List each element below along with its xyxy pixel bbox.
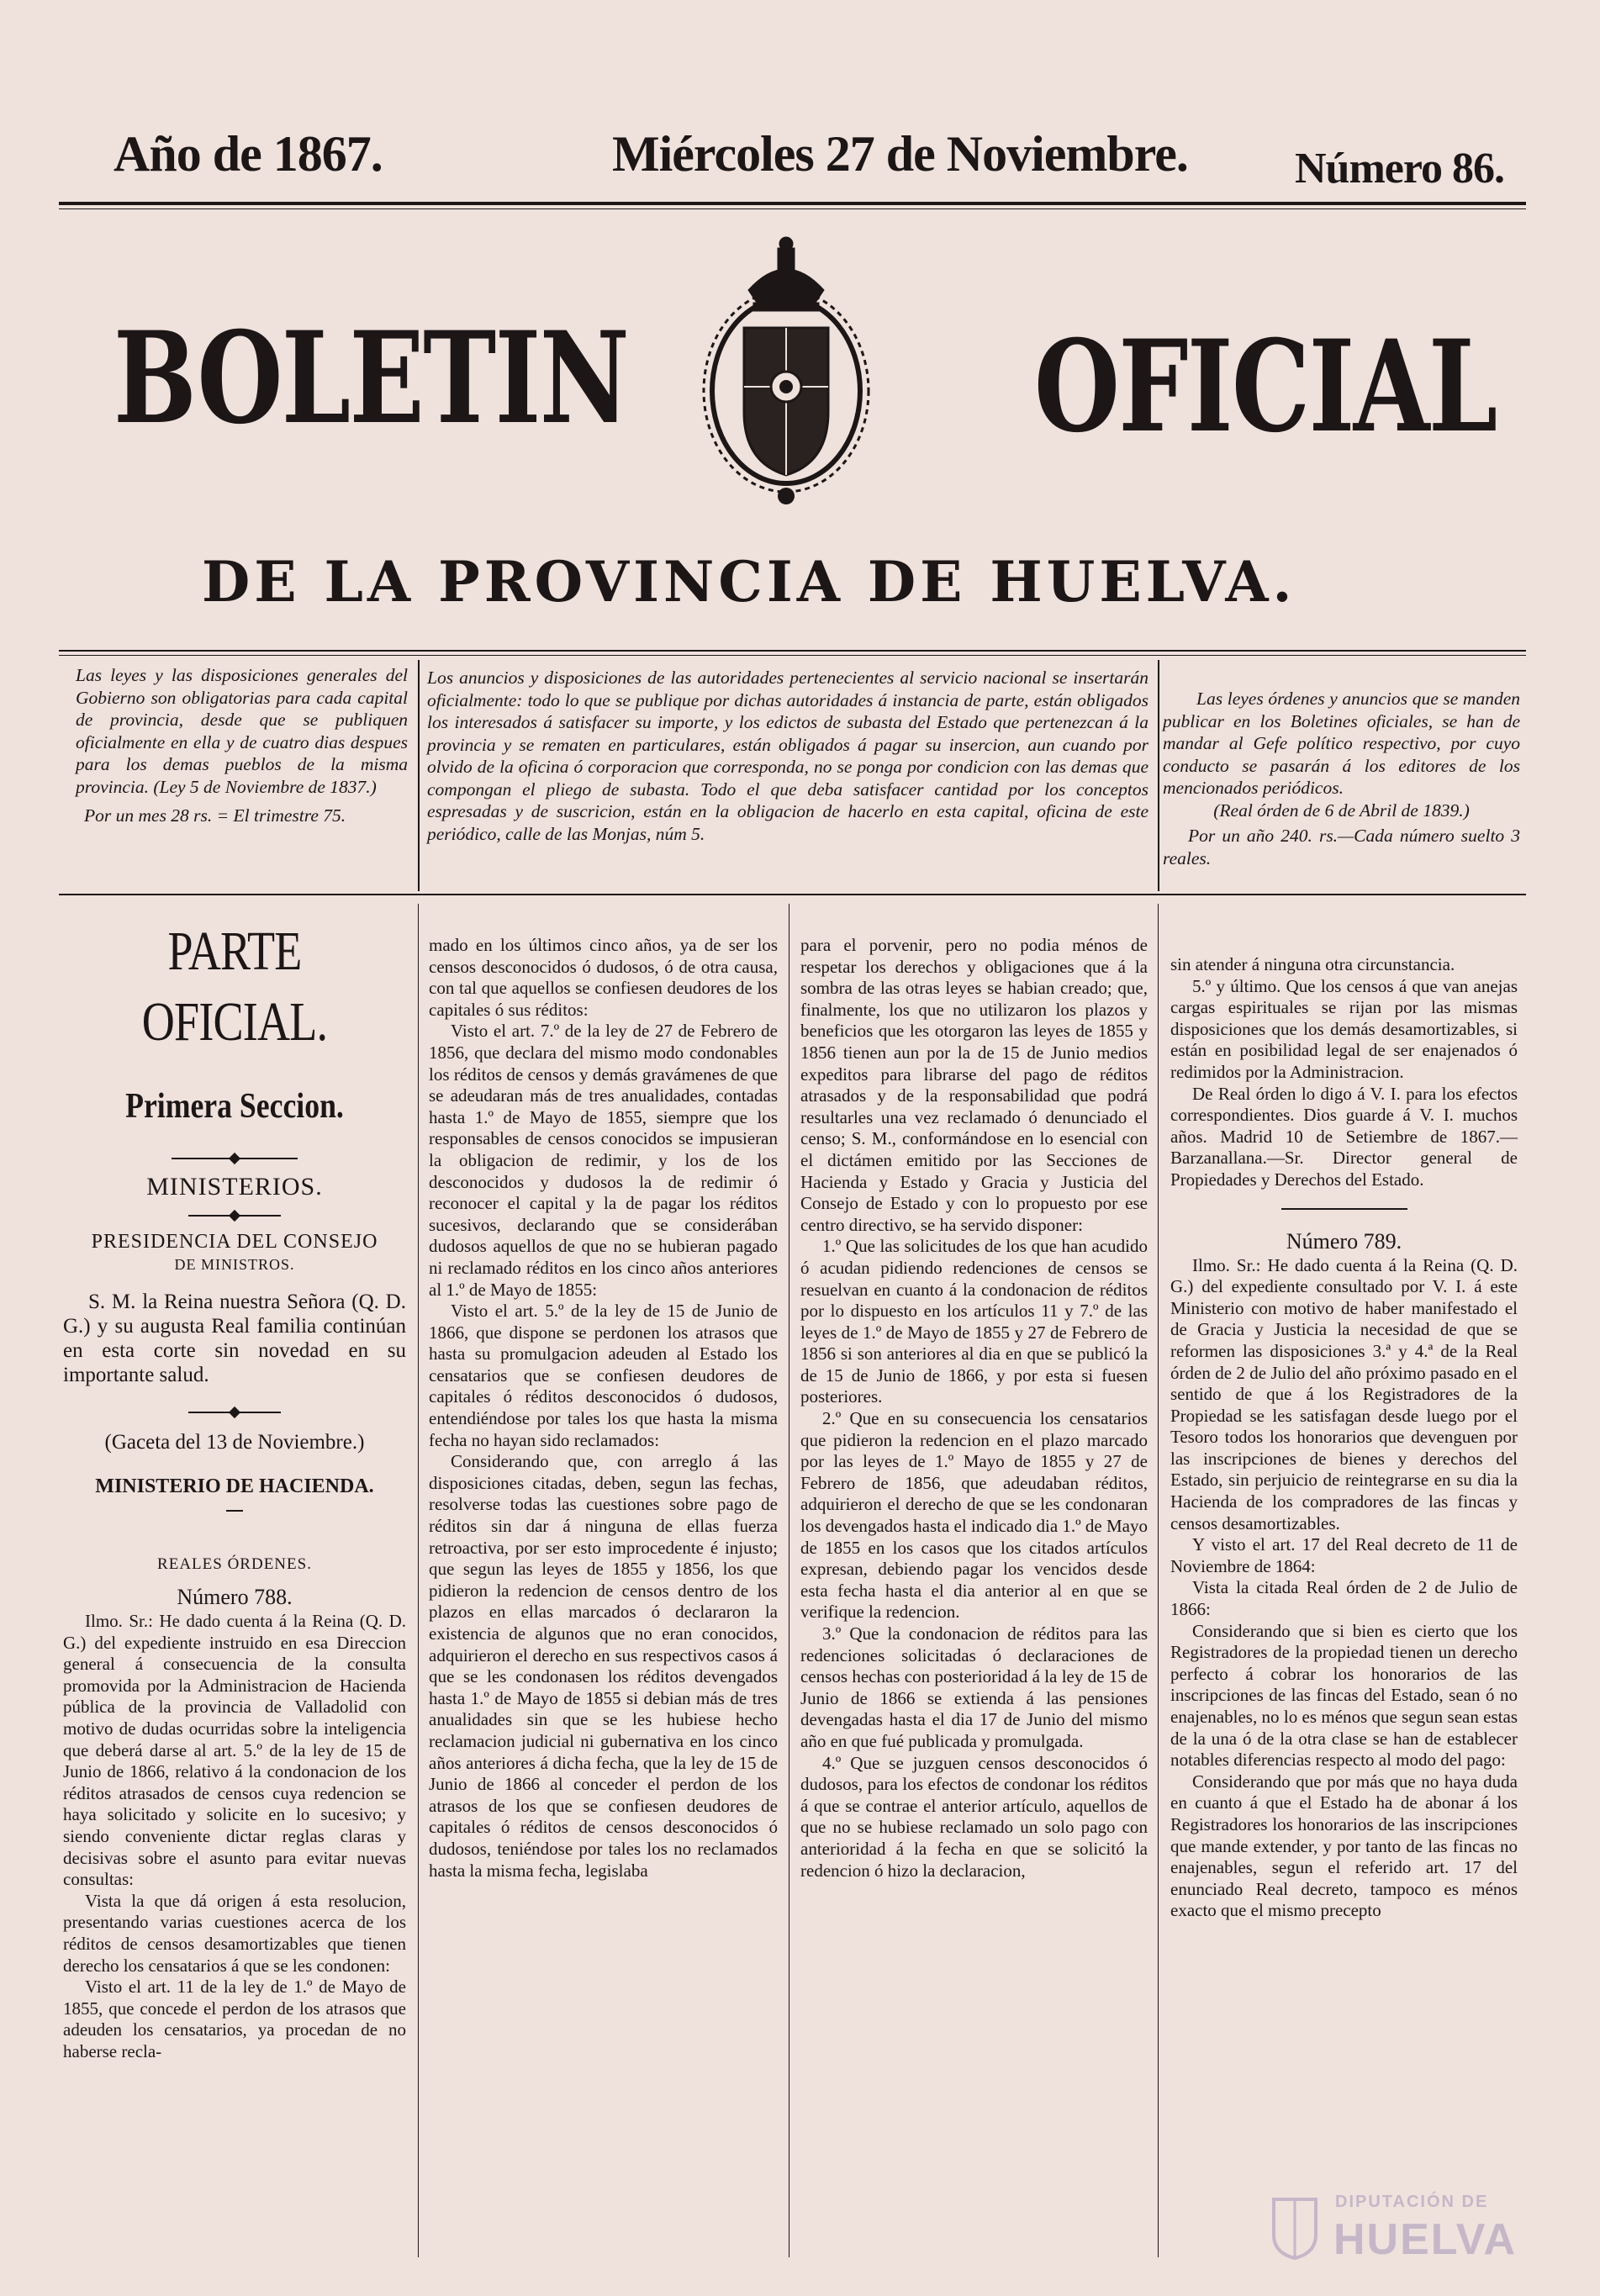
paragraph: Considerando que, con arreglo á las disposiciones citadas, deben, segun las fechas, resolverse todas las cuestiones sobre pago de réditos sin dar á ninguna de ellas fuerza retroactiva, por ser esto improcedente é injusto; que segun las leyes de 1855 y 1856, los que pidieron la redencion de censos dentro de los plazos en ellas marcados ó declararon la existencia de algunos que no eran conocidos, adquirieron el derecho en sus respectivos casos á que se les condonasen los réditos devengados hasta 1.º de Mayo de 1855 si debian más de tres anualidades sin que se les hubiese hecho reclamacion judicial ni gubernativa en los cinco años anteriores á dicha fecha, que la ley de 15 de Junio de 1866 al conceder el perdon de los atrasos de los que se confiesen deudores de capitales ó réditos de censos desconocidos ó dudosos, teniéndose por tales los no reclamados hasta la misma fecha, legislaba xyxy=(429,1451,778,1881)
notice-top-rule-2 xyxy=(59,655,1526,656)
reina-paragraph: S. M. la Reina nuestra Señora (Q. D. G.) y su augusta Real familia continúan en esta corte sin novedad en su importante salud. xyxy=(63,1291,406,1386)
presidencia-heading: PRESIDENCIA DEL CONSEJO xyxy=(91,1231,378,1253)
masthead-subtitle: DE LA PROVINCIA DE HUELVA. xyxy=(202,549,1296,615)
paragraph: Ilmo. Sr.: He dado cuenta á la Reina (Q. D. G.) del expediente consultado por V. I. á este Ministerio con motivo de haber manifestado el de Gracia y Justicia la necesidad de que se reformen las disposiciones 3.ª y 4.ª de la Real órden de 2 de Julio del año próximo pasado en el sentido de que á los Registradores de la Propiedad se les satisfagan desde luego por el Tesoro todos los honorarios que devenguen por las inscripciones de bienes y derechos del Estado, sin perjuicio de reintegrarse en su dia la Hacienda de los compradores de las fincas y censos desamortizables. xyxy=(1170,1254,1518,1533)
ministerios-heading: MINISTERIOS. xyxy=(146,1173,323,1201)
hacienda-heading: MINISTERIO DE HACIENDA. xyxy=(95,1475,374,1497)
short-rule xyxy=(226,1510,243,1512)
paragraph: 3.º Que la condonacion de réditos para las redenciones solicitadas ó declaraciones de censos hechas con posterioridad á la ley de 15 de Junio de 1866 se extienda á las pensiones devengadas hasta el dia 17 de Junio del mismo año en que fué publicada y promulgada. xyxy=(800,1623,1148,1751)
ornament-divider xyxy=(188,1407,281,1417)
column-2 xyxy=(429,935,778,1882)
short-rule xyxy=(1281,1208,1407,1210)
paragraph: Considerando que si bien es cierto que los Registradores de la propiedad tienen un derecho perfecto á cobrar los honorarios de las inscripciones de las fincas del Estado, sean ó no enajenables, no lo es ménos que segun sean estas de la una ó de la otra clase se han de establecer notables diferencias respecto al modo del pago: xyxy=(1170,1620,1518,1771)
notice-left-price: Por un mes 28 rs. = El trimestre 75. xyxy=(84,805,346,826)
ornament-divider xyxy=(188,1211,281,1221)
de-ministros-heading: DE MINISTROS. xyxy=(174,1256,295,1273)
notice-center: Los anuncios y disposiciones de las autoridades pertenecientes al servicio nacional se insertarán oficialmente: todo lo que se publique por dichas autoridades á instancia de parte, están obligados los interesados á satisfacer su importe, y los edictos de subasta del Estado que pertenezcan á la provincia y se rematen en particulares, están obligados á pagar su insercion, aun cuando por olvido de la oficina ó corporacion que corresponda, no se ponga por condicion con las demas que compongan el pliego de subasta. Todo el que deba satisfacer cantidad por los conceptos espresadas y de suscricion, están en la obligacion de hacerlo en esta capital, oficina de este periódico, calle de las Monjas, núm 5. xyxy=(427,668,1149,844)
paragraph: mado en los últimos cinco años, ya de ser los censos desconocidos ó dudosos, ó de otra causa, con tal que aquellos se confiesen deudores de los capitales ó sus réditos: xyxy=(429,935,778,1020)
numero-789-heading: Número 789. xyxy=(1286,1228,1402,1254)
notice-left-text: Las leyes y las disposiciones generales del Gobierno son obligatorias para cada capital de provincia, desde que se publiquen oficialmente en ella y de cuatro dias despues para los demas pueblos de la misma provincia. (Ley 5 de Noviembre de 1837.) xyxy=(76,665,408,797)
paragraph: Considerando que por más que no haya duda en cuanto á que el Estado ha de abonar á los Registradores los honorarios de las inscripciones que mande extender, y por tanto de las fincas no enajenables, segun el referido art. 17 del enunciado Real decreto, tampoco es ménos exacto que el mismo precepto xyxy=(1170,1771,1518,1921)
paragraph: sin atender á ninguna otra circunstancia. xyxy=(1170,954,1455,974)
header-rule xyxy=(59,202,1526,205)
paragraph: De Real órden lo digo á V. I. para los efectos correspondientes. Dios guarde á V. I. muchos años. Madrid 10 de Setiembre de 1867.—Barzanallana.—Sr. Director general de Propiedades y Derechos del Estado. xyxy=(1170,1083,1518,1190)
masthead-title-right: OFICIAL xyxy=(1034,313,1497,461)
ornament-divider xyxy=(172,1153,298,1164)
notice-right-price: Por un año 240. rs.—Cada número suelto 3 reales. xyxy=(1163,826,1520,868)
watermark-logo xyxy=(1270,2186,1530,2270)
coat-of-arms-icon xyxy=(698,231,874,509)
numero-788-heading: Número 788. xyxy=(177,1585,293,1609)
paragraph: Y visto el art. 17 del Real decreto de 11 de Noviembre de 1864: xyxy=(1170,1534,1518,1576)
watermark-big-text: HUELVA xyxy=(1333,2215,1518,2264)
paragraph: 2.º Que en su consecuencia los censatarios que pidieron la redencion en el plazo marcado por las leyes de 1.º Mayo de 1855 y 27 de Febrero de 1856, que adeudaban réditos, adquirieron el derecho de que se les condonaran los devengados hasta el indicado dia 1.º de Mayo de 1855 en los casos que los citados artículos expresan, debiendo pagar los vencidos desde esta fecha hasta el dia anterior al en que se verifique la redencion. xyxy=(800,1408,1148,1623)
paragraph: Vista la que dá origen á esta resolucion, presentando varias cuestiones acerca de los réditos de censos desamortizables que tienen derecho los censatarios á que se les condonen: xyxy=(63,1890,406,1976)
paragraph: para el porvenir, pero no podia ménos de respetar los derechos y obligaciones que á la sombra de las otras leyes se habian creado; que, finalmente, los que no utilizaron los plazos y beneficios que les otorgaron las leyes de 1855 y 1856 tienen aun por la de 15 de Junio medios expeditos para librarse del pago de réditos atrasados y de la responsabilidad que podrá resultarles una vez reclamado ó denunciado el censo; S. M., conformándose en lo esencial con el dictámen emitido por las Secciones de Hacienda y Estado y Gracia y Justicia del Consejo de Estado y con lo propuesto por ese centro directivo, se ha servido disponer: xyxy=(800,935,1148,1235)
notice-divider-1 xyxy=(418,660,420,891)
paragraph: Visto el art. 5.º de la ley de 15 de Junio de 1866, que dispone se perdonen los atrasos que hasta su promulgacion adeuden al Estado los censatarios que se confiesen deudores de capitales ó réditos desconocidos ó dudosos, entendiéndose por tales los que hasta la misma fecha no hayan sido reclamados: xyxy=(429,1301,778,1450)
column-divider-1 xyxy=(418,904,419,2257)
notice-right-text: Las leyes órdenes y anuncios que se manden publicar en los Boletines oficiales, se han de mandar al Gefe político respectivo, por cuyo conducto se pasarán á los editores de los mencionados periódicos. xyxy=(1163,689,1520,798)
paragraph: Ilmo. Sr.: He dado cuenta á la Reina (Q. D. G.) del expediente instruido en esa Direccion general á consecuencia de la consulta promovida por la Administracion de Hacienda pública de la provincia de Valladolid con motivo de dudas ocurridas sobre la inteligencia que deberá darse al art. 5.º de la ley de 15 de Junio de 1866, relativo á la condonacion de los réditos atrasados de censos cuya redencion se haya solicitado y solicite en lo sucesivo; y siendo conveniente dictar reglas claras y decisivas sobre el asunto para evitar nuevas consultas: xyxy=(63,1611,406,1890)
reales-ordenes-heading: REALES ÓRDENES. xyxy=(157,1555,312,1573)
year: Año de 1867. xyxy=(114,126,383,182)
paragraph: 1.º Que las solicitudes de los que han acudido ó acudan pidiendo redenciones de censos se resuelvan en cuanto á la condonacion de réditos por lo dispuesto en los artículos 11 y 7.º de las leyes de 1.º de Mayo de 1855 y 27 de Febrero de 1856 si son anteriores al dia en que se publicó la de 15 de Junio de 1866, y por esta si fuesen posteriores. xyxy=(800,1236,1148,1407)
column-3 xyxy=(800,935,1148,1882)
paragraph: Visto el art. 11 de la ley de 1.º de Mayo de 1855, que concede el perdon de los atrasos que adeuden los censatarios, ya procedan de no haberse recla- xyxy=(63,1977,406,2061)
paragraph: 4.º Que se juzguen censos desconocidos ó dudosos, para los efectos de condonar los réditos á que se contrae el anterior artículo, aquellos de que no se hubiese reclamado un solo pago con anterioridad á la fecha en que se solicitó la redencion ó hizo la declaracion, xyxy=(800,1752,1148,1881)
notice-right xyxy=(1163,688,1520,869)
header-rule-thin xyxy=(59,208,1526,209)
watermark-shield-icon xyxy=(1270,2193,1320,2260)
notice-left xyxy=(76,664,408,827)
watermark-small-text: DIPUTACIÓN DE xyxy=(1335,2193,1489,2211)
masthead-title-left: BOLETIN xyxy=(114,304,629,452)
notice-top-rule xyxy=(59,650,1526,652)
column-4 xyxy=(1170,954,1518,1922)
paragraph: Visto el art. 7.º de la ley de 27 de Febrero de 1856, que declara del mismo modo condonables los réditos de censos y demás gravámenes de que se adeudaran más de tres anualidades, contadas hasta 1.º de Mayo de 1855, siempre que los responsables de censos conocidos se impusieran la obligacion de redimir, y los de los desconocidos y dudosos la de redimir ó reconocer el capital y la de pagar los réditos sucesivos, declarando que se considerában dudosos aquellos de que no se hubieran pagado ni reclamado réditos en los cinco años anteriores al 1.º de Mayo de 1855: xyxy=(429,1021,778,1300)
primera-seccion-heading: Primera Seccion. xyxy=(125,1087,344,1126)
gaceta-reference: (Gaceta del 13 de Noviembre.) xyxy=(104,1431,365,1454)
issue-number: Número 86. xyxy=(1295,145,1505,193)
notice-bottom-rule xyxy=(59,894,1526,895)
paragraph: Vista la citada Real órden de 2 de Julio de 1866: xyxy=(1170,1577,1518,1620)
parte-oficial-heading: PARTE OFICIAL. xyxy=(141,921,328,1053)
issue-date: Miércoles 27 de Noviembre. xyxy=(612,126,1188,182)
column-1 xyxy=(63,916,406,2062)
paragraph: 5.º y último. Que los censos á que van anejas cargas espirituales se rijan por las mismas disposiciones que los demás desamortizables, si están en posibilidad legal de ser enajenados ó redimidos por la Administracion. xyxy=(1170,975,1518,1082)
notice-divider-2 xyxy=(1158,660,1159,891)
column-divider-3 xyxy=(1158,904,1159,2257)
notice-right-ref: (Real órden de 6 de Abril de 1839.) xyxy=(1213,800,1470,821)
